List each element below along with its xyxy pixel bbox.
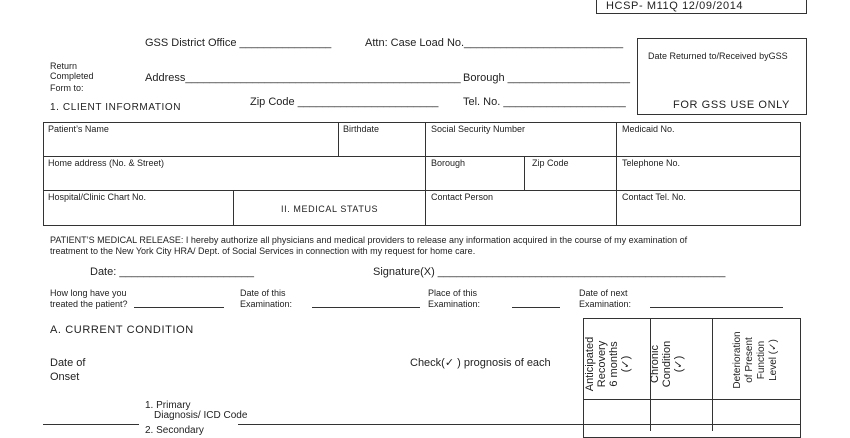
anticipated-recovery-header xyxy=(584,324,632,404)
for-gss-use-label: FOR GSS USE ONLY xyxy=(673,99,790,111)
form-id: HCSP- M11Q 12/09/2014 xyxy=(606,0,744,12)
borough-label: Borough xyxy=(431,158,466,168)
chronic-condition-header xyxy=(649,329,685,399)
place-exam-label-1: Place of this xyxy=(428,288,478,298)
onset-input-line[interactable] xyxy=(43,424,139,425)
place-exam-label-2: Examination: xyxy=(428,299,481,309)
col3-line3: Function xyxy=(756,340,767,380)
medical-status-heading: II. MEDICAL STATUS xyxy=(281,204,379,214)
current-condition-heading: A. CURRENT CONDITION xyxy=(50,324,194,336)
divider xyxy=(425,122,426,226)
contact-person-label: Contact Person xyxy=(431,192,494,202)
ssn-label: Social Security Number xyxy=(431,124,526,134)
onset-label-2: Onset xyxy=(50,371,80,383)
col1-line1: Anticipated xyxy=(584,336,596,392)
secondary-diagnosis-label: 2. Secondary xyxy=(145,425,204,436)
deterioration-header xyxy=(732,320,780,400)
release-text-2: treatment to the New York City HRA/ Dept. of Social Services in connection with my request for home care. xyxy=(50,246,476,256)
divider xyxy=(616,122,617,226)
col2-line2: Condition xyxy=(661,340,673,388)
col3-line2: of Present xyxy=(744,337,755,383)
chart-no-label: Hospital/Clinic Chart No. xyxy=(48,192,147,202)
primary-diagnosis-label-1: 1. Primary xyxy=(145,400,191,411)
client-info-heading: 1. CLIENT INFORMATION xyxy=(50,102,182,113)
contact-tel-label: Contact Tel. No. xyxy=(622,192,686,202)
col3-line4: Level (✓) xyxy=(768,339,779,381)
how-long-input-line[interactable] xyxy=(134,307,224,308)
check-prognosis-label: Check(✓ ) prognosis of each xyxy=(410,357,551,369)
primary-diagnosis-label-2: Diagnosis/ ICD Code xyxy=(154,410,248,421)
col1-line2: Recovery xyxy=(596,340,608,388)
return-form-label-2: Completed xyxy=(50,71,94,81)
date-exam-input-line[interactable] xyxy=(312,307,420,308)
divider xyxy=(233,190,234,226)
client-grid xyxy=(43,122,801,226)
medicaid-label: Medicaid No. xyxy=(622,124,675,134)
next-exam-label-2: Examination: xyxy=(579,299,632,309)
tel-no-field[interactable]: Tel. No. ____________________ xyxy=(463,96,626,108)
release-text-1: PATIENT’S MEDICAL RELEASE: I hereby authorize all physicians and medical providers to release any information acquired in the course of my examination of xyxy=(50,235,688,245)
address-field[interactable]: Address_____________________________________________ xyxy=(145,72,461,84)
primary-diagnosis-input-line[interactable] xyxy=(238,424,801,425)
how-long-label-1: How long have you xyxy=(50,288,127,298)
col1-line4: (✓) xyxy=(620,355,632,373)
date-exam-label-1: Date of this xyxy=(240,288,286,298)
date-exam-label-2: Examination: xyxy=(240,299,293,309)
return-form-label-1: Return xyxy=(50,61,78,71)
col2-line3: (✓) xyxy=(673,355,685,373)
row-divider-2 xyxy=(43,190,801,191)
how-long-label-2: treated the patient? xyxy=(50,299,128,309)
col2-line1: Chronic xyxy=(649,345,661,383)
col3-line1: Deterioration xyxy=(732,331,743,389)
attn-case-load-field[interactable]: Attn: Case Load No.__________________________ xyxy=(365,37,624,49)
home-address-label: Home address (No. & Street) xyxy=(48,158,165,168)
zip-code-field[interactable]: Zip Code _______________________ xyxy=(250,96,439,108)
onset-label-1: Date of xyxy=(50,357,86,369)
divider xyxy=(338,122,339,157)
birthdate-label: Birthdate xyxy=(343,124,380,134)
signature-field[interactable]: Signature(X) _______________________________________________ xyxy=(373,266,726,278)
divider xyxy=(524,156,525,191)
row-divider-1 xyxy=(43,156,801,157)
patient-name-label: Patient’s Name xyxy=(48,124,109,134)
divider xyxy=(712,318,713,431)
release-date-field[interactable]: Date: ______________________ xyxy=(90,266,254,278)
return-form-label-3: Form to: xyxy=(50,83,84,93)
gss-office-field[interactable]: GSS District Office _______________ xyxy=(145,37,332,49)
place-exam-input-line[interactable] xyxy=(512,307,560,308)
col1-line3: 6 months xyxy=(608,341,620,387)
next-exam-input-line[interactable] xyxy=(650,307,783,308)
telephone-label: Telephone No. xyxy=(622,158,681,168)
date-returned-label: Date Returned to/Received byGSS xyxy=(648,51,788,61)
zip-code-label: Zip Code xyxy=(532,158,569,168)
borough-field[interactable]: Borough ____________________ xyxy=(463,72,630,84)
next-exam-label-1: Date of next xyxy=(579,288,628,298)
